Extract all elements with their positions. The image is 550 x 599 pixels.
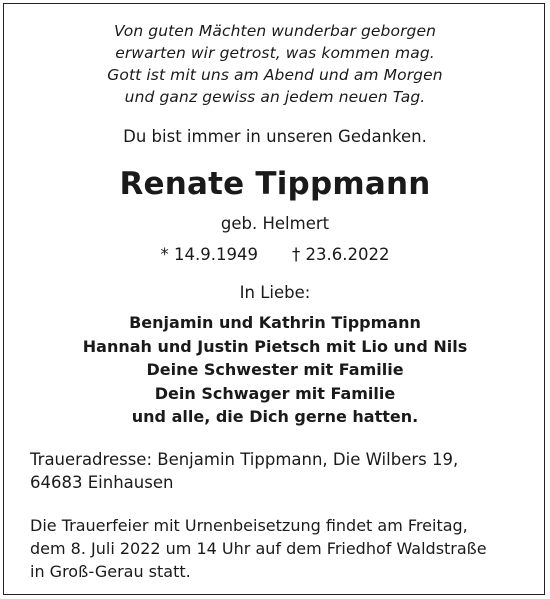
address-line: 64683 Einhausen — [30, 473, 174, 492]
remembrance-line: Du bist immer in unseren Gedanken. — [123, 127, 427, 146]
poem-line: erwarten wir getrost, was kommen mag. — [115, 44, 435, 62]
birth-date: * 14.9.1949 — [160, 245, 258, 264]
maiden-name: geb. Helmert — [220, 214, 330, 233]
service-line: dem 8. Juli 2022 um 14 Uhr auf dem Friedhof Waldstraße — [30, 539, 487, 558]
address-line: Traueradresse: Benjamin Tippmann, Die Wilbers 19, — [30, 450, 459, 469]
mourner-entry: Hannah und Justin Pietsch mit Lio und Nils — [82, 336, 468, 356]
life-dates — [0, 244, 550, 266]
funeral-service-info — [30, 514, 530, 583]
poem-line: Gott ist mit uns am Abend und am Morgen — [107, 66, 443, 84]
death-date: † 23.6.2022 — [292, 245, 390, 264]
mourner-entry: Dein Schwager mit Familie — [154, 383, 396, 403]
mourning-address — [30, 448, 530, 494]
mourner-entry: und alle, die Dich gerne hatten. — [131, 407, 419, 426]
poem-line: und ganz gewiss an jedem neuen Tag. — [124, 88, 426, 106]
deceased-name: Renate Tippmann — [119, 166, 431, 202]
service-line: in Groß-Gerau statt. — [30, 562, 191, 581]
service-line: Die Trauerfeier mit Urnenbeisetzung findet am Freitag, — [30, 516, 468, 535]
mourner-entry: Benjamin und Kathrin Tippmann — [129, 313, 421, 332]
mourners-list — [0, 311, 550, 429]
in-love-heading: In Liebe: — [239, 283, 311, 302]
mourner-entry: Deine Schwester mit Familie — [146, 360, 404, 379]
poem — [0, 20, 550, 108]
poem-line: Von guten Mächten wunderbar geborgen — [113, 22, 437, 40]
